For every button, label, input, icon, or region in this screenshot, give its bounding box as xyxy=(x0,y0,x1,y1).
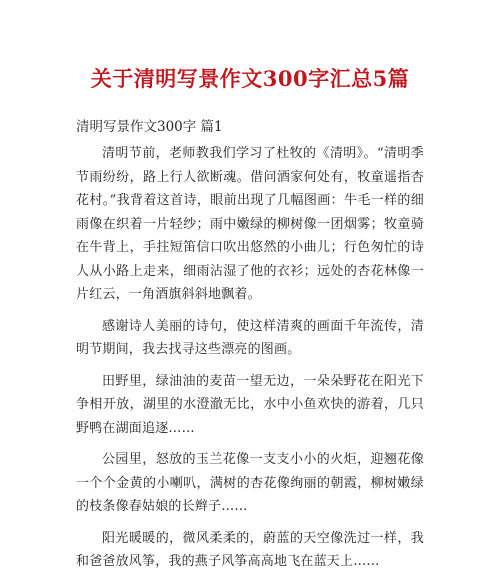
document-title: 关于清明写景作文300字汇总5篇 xyxy=(90,66,410,91)
paragraph: 阳光暖暖的，微风柔柔的，蔚蓝的天空像洗过一样，我和爸爸放风筝，我的燕子风筝高高地飞在蓝天上…… xyxy=(76,530,424,569)
paragraph: 田野里，绿油油的麦苗一望无边，一朵朵野花在阳光下争相开放，湖里的水澄澈无比，水中小鱼欢快的游着，几只野鸭在湖面追逐…… xyxy=(76,373,424,436)
paragraph: 公园里，怒放的玉兰花像一支支小小的火炬，迎翘花像一个个金黄的小喇叭，满树的杏花像绚丽的朝霞，柳树嫩绿的枝条像春姑娘的长辫子…… xyxy=(76,452,424,514)
section-heading: 清明写景作文300字 篇1 xyxy=(76,119,223,135)
paragraph: 感谢诗人美丽的诗句，使这样清爽的画面千年流传，清明节期间，我去找寻这些漂亮的图画。 xyxy=(76,318,424,357)
paragraph: 清明节前，老师教我们学习了杜牧的《清明》。“清明季节雨纷纷，路上行人欲断魂。借问酒家何处有，牧童遥指杏花村。”我背着这首诗，眼前出现了几幅图画：牛毛一样的细雨像在织着一片轻纱；雨中嫩绿的柳树像一团烟雾；牧童骑在牛背上，手拄短笛信口吹出悠然的小曲儿；行色匆忙的诗人从小路上走来，细雨沾湿了他的衣衫；远处的杏花林像一片红云，一角酒旗斜斜地飘着。 xyxy=(76,146,424,302)
document-body xyxy=(76,142,424,582)
